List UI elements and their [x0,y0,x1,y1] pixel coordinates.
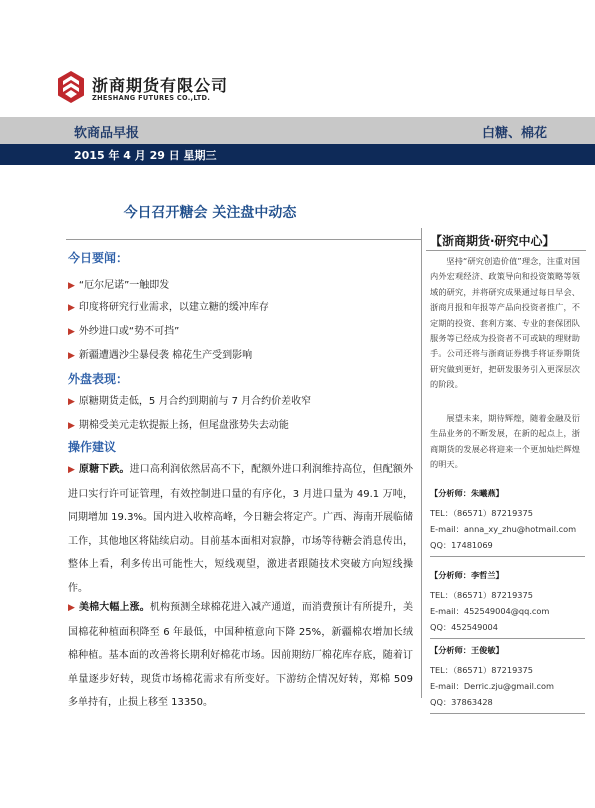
analyst-card [430,488,585,561]
bullet-triangle-icon: ▶ [68,421,75,431]
news-item: ▶ 原糖期货走低，5 月合约到期前与 7 月合约价差收窄 [68,396,312,407]
section-overseas: 外盘表现： [68,372,129,386]
analyst-name: 【分析师：王俊敏】 [430,645,504,655]
company-logo-icon [56,70,86,104]
analyst-email[interactable]: E-mail：452549004@qq.com [430,606,550,616]
research-outlook: 展望未来，期待辉煌，随着金融及衍生品业务的不断发展，在新的起点上，浙商期货的发展必将迎来一个更加灿烂辉煌的明天。 [430,413,580,470]
bullet-triangle-icon: ▶ [68,465,76,475]
news-item: ▶ 外纱进口或“势不可挡” [68,326,180,337]
bullet-triangle-icon: ▶ [68,327,75,337]
report-date: 2015 年 4 月 29 日 星期三 [74,149,217,162]
section-today-news: 今日要闻： [68,251,129,265]
report-banner [0,117,595,144]
analyst-email[interactable]: E-mail：Derric.zju@gmail.com [430,681,554,691]
analyst-email[interactable]: E-mail：anna_xy_zhu@hotmail.com [430,524,577,534]
company-name-cn: 浙商期货有限公司 [92,76,229,95]
analyst-qq: QQ：37863428 [430,697,493,707]
news-item: ▶ 印度将研究行业需求，以建立糖的缓冲库存 [68,302,269,313]
analyst-tel: TEL：（86571）87219375 [430,665,533,675]
research-intro: 坚持“研究创造价值”理念，注重对国内外宏观经济、政策导向和投资策略等领域的研究，并将研究成果通过每日早会、浙商月报和年报等产品向投资者推广，不定期的投资、套利方案、专业的套保团队服务等已经成为投资者不可或缺的理财助手。公司还将与浙商证券携手将证券期货研究做到更好，把研发服务引入更深层次的阶段。 [430,256,580,390]
bullet-triangle-icon: ▶ [68,281,75,291]
news-item: ▶ “厄尔尼诺”一触即发 [68,280,170,291]
analyst-divider [430,713,585,714]
bullet-triangle-icon: ▶ [68,397,75,407]
date-banner [0,144,595,165]
analyst-name: 【分析师：李哲兰】 [430,570,504,580]
report-commodities: 白糖、棉花 [481,126,547,141]
advice-paragraph-sugar: ▶ 原糖下跌。进口高利润依然居高不下，配额外进口利润维持高位，但配额外进口实行许可证管理，有效控制进口量的有序化，3 月进口量为 49.1 万吨，同期增加 19.3%。国内进入收榨高峰，今日糖会将定产。广西、海南开展临储工作，其他地区将陆续启动。目前基本面相对寂静，市场等待糖会消息传出，整体上看，利多传出可能性大，短线观望，激进者跟随技术突破方向短线操作。 [68,464,414,594]
bullet-triangle-icon: ▶ [68,351,75,361]
analyst-qq: QQ：17481069 [430,540,493,550]
bullet-triangle-icon: ▶ [68,603,76,613]
analyst-card [430,645,585,718]
advice-paragraph-cotton: ▶ 美棉大幅上涨。机构预测全球棉花进入减产通道，而消费预计有所提升，美国棉花种植面积降至 6 年最低，中国种植意向下降 25%，新疆棉农增加长绒棉种植。基本面的改善将长期利好棉花市场。因前期纺厂棉花库存底，随着订单量逐步好转，现货市场棉花需求有所变好。下游纺企情况好转，郑棉 509 多单持有，止损上移至 13350。 [68,602,414,708]
news-item: ▶ 新疆遭遇沙尘暴侵袭 棉花生产受到影响 [68,350,253,361]
research-center-header: 【浙商期货·研究中心】 [430,234,555,248]
report-type: 软商品早报 [74,126,140,141]
column-divider [421,228,422,698]
analyst-name: 【分析师：朱曦燕】 [430,488,504,498]
research-header-divider [426,250,586,251]
analyst-divider [430,638,585,639]
company-name-en: ZHESHANG FUTURES CO.,LTD. [92,94,211,102]
analyst-tel: TEL：（86571）87219375 [430,590,533,600]
analyst-qq: QQ：452549004 [430,622,498,632]
page-title: 今日召开糖会 关注盘中动态 [123,205,297,221]
analyst-tel: TEL：（86571）87219375 [430,508,533,518]
analyst-divider [430,556,585,557]
bullet-triangle-icon: ▶ [68,303,75,313]
news-item: ▶ 期棉受美元走软提振上扬，但尾盘涨势失去动能 [68,420,289,431]
section-advice: 操作建议 [68,440,117,454]
title-divider [66,239,421,240]
analyst-card [430,570,585,643]
